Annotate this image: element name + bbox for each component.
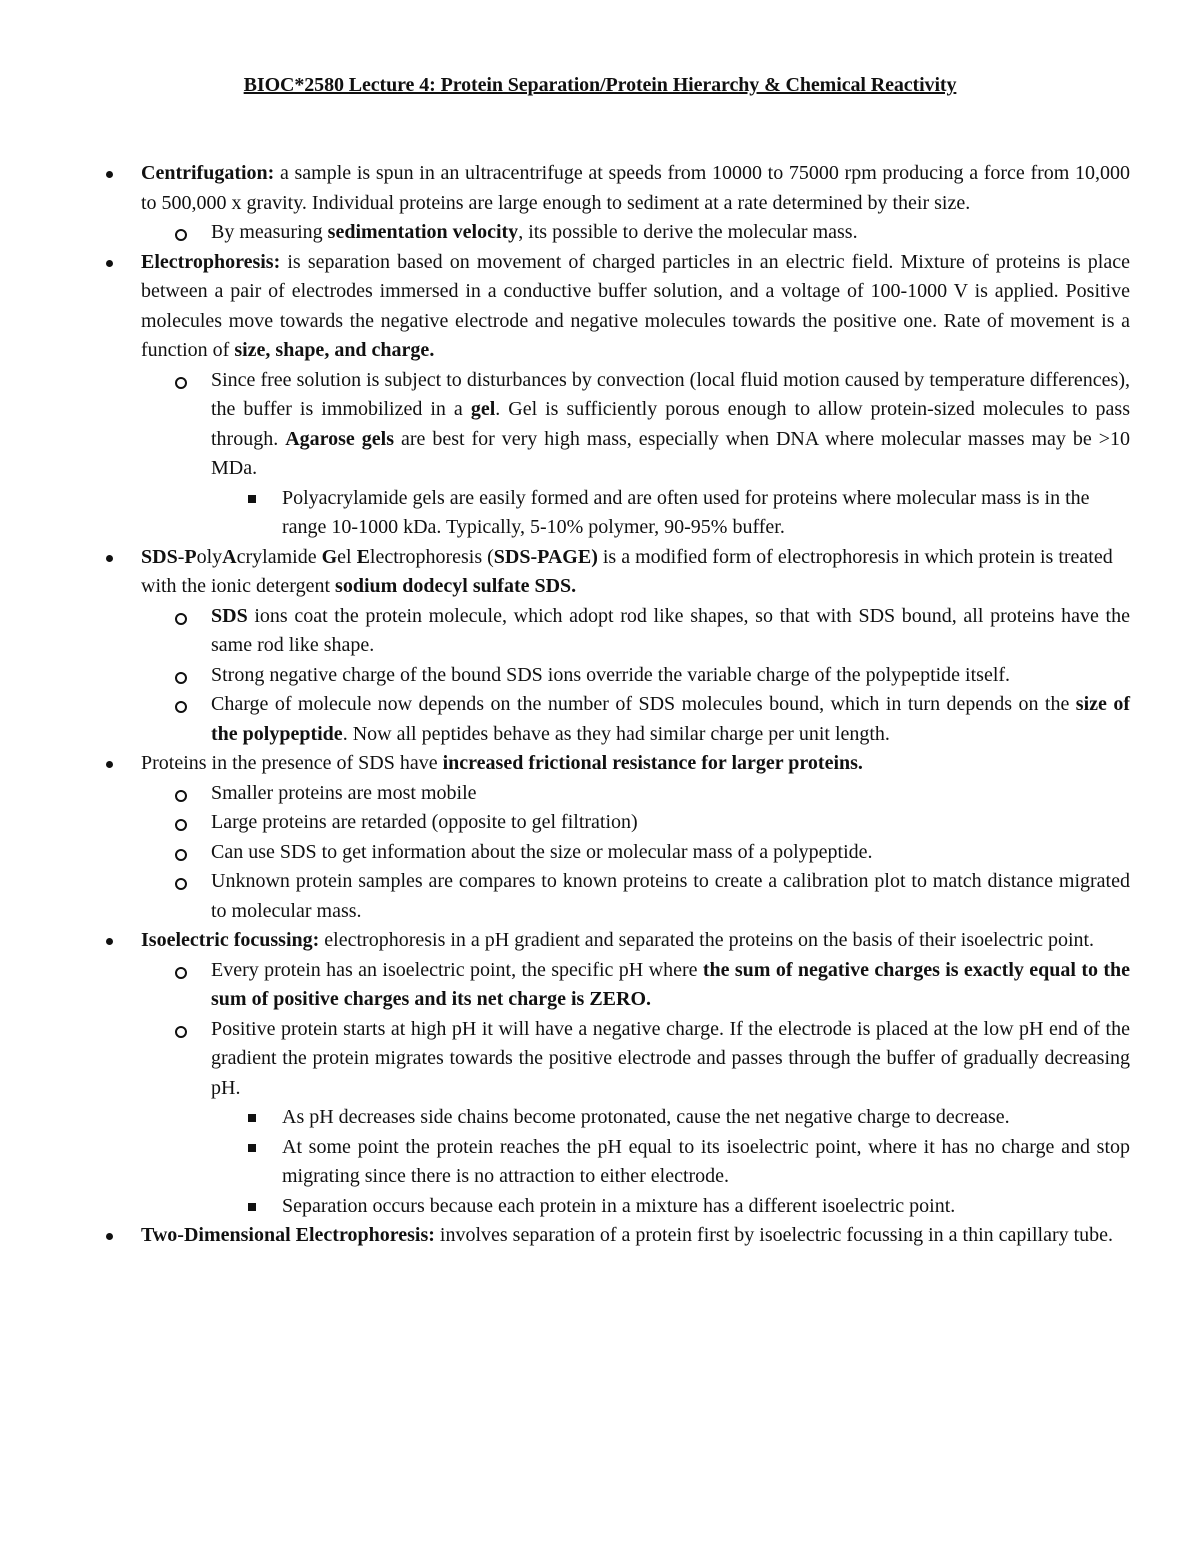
text-run: By measuring <box>211 221 328 243</box>
bold-text: sedimentation velocity <box>327 221 519 243</box>
text-run: involves separation of a protein first by isoelectric focussing in a thin capillary tube. <box>434 1224 1114 1246</box>
text-run: As pH decreases side chains become protonated, cause the net negative charge to decrease. <box>282 1106 1010 1128</box>
bullet-item-level-2 <box>211 808 1130 838</box>
hollow-circle-bullet-icon <box>175 229 187 241</box>
bold-text: E <box>356 545 370 568</box>
page-title: BIOC*2580 Lecture 4: Protein Separation/Protein Hierarchy & Chemical Reactivity <box>243 74 957 96</box>
text-run: - <box>177 545 185 568</box>
bold-text: SDS <box>141 545 178 568</box>
bullet-item-level-1 <box>141 926 1130 956</box>
bold-text: size, shape, and charge. <box>234 339 435 361</box>
bold-text: SDS-PAGE) <box>493 545 598 568</box>
hollow-circle-bullet-icon <box>175 849 187 861</box>
filled-circle-bullet-icon <box>106 938 113 945</box>
text-run: Proteins in the presence of SDS have <box>141 752 443 774</box>
bullet-item-level-2 <box>211 661 1130 691</box>
filled-circle-bullet-icon <box>106 260 113 267</box>
hollow-circle-bullet-icon <box>175 613 187 625</box>
bullet-item-level-2 <box>211 956 1130 1015</box>
bullet-item-level-2 <box>211 218 1130 248</box>
text-run: Polyacrylamide gels are easily formed and are often used for proteins where molecular mass is in the range 10-1000 kDa. Typically, 5-10% polymer, 90-95% buffer. <box>282 486 1090 538</box>
text-run: . Gel is sufficiently porous enough to allow protein-sized molecules to pass through. <box>211 398 1130 450</box>
text-run: is separation based on movement of charged particles in an electric field. Mixture of proteins is place between a pair of electrodes immersed in a conductive buffer solution, and a voltage of 100-1000 V is applied. Positive molecules move towards the negative electrode and negative molecules towards the positive one. Rate of movement is a function of <box>141 250 1130 361</box>
text-run: ions coat the protein molecule, which adopt rod like shapes, so that with SDS bound, all proteins have the same rod like shape. <box>211 604 1130 656</box>
bold-text: Centrifugation: <box>141 162 275 184</box>
text-run: Charge of molecule now depends on the number of SDS molecules bound, which in turn depends on the <box>211 693 1076 715</box>
square-bullet-icon <box>248 1114 256 1122</box>
text-run: are best for very high mass, especially when DNA where molecular masses may be >10 MDa. <box>211 427 1130 479</box>
bullet-item-level-1 <box>141 248 1130 366</box>
hollow-circle-bullet-icon <box>175 819 187 831</box>
hollow-circle-bullet-icon <box>175 377 187 389</box>
hollow-circle-bullet-icon <box>175 672 187 684</box>
bold-text: Electrophoresis: <box>141 250 281 273</box>
text-run: oly <box>196 545 223 568</box>
bullet-item-level-2 <box>211 1015 1130 1104</box>
hollow-circle-bullet-icon <box>175 967 187 979</box>
text-run: lectrophoresis ( <box>369 545 494 568</box>
hollow-circle-bullet-icon <box>175 701 187 713</box>
bold-text: size of the polypeptide <box>211 693 1130 745</box>
text-run: , its possible to derive the molecular mass. <box>518 221 858 243</box>
bullet-item-level-1 <box>141 1221 1130 1251</box>
text-run: Positive protein starts at high pH it will have a negative charge. If the electrode is placed at the low pH end of the gradient the protein migrates towards the positive electrode and passes through the buffer of gradually decreasing pH. <box>211 1017 1130 1099</box>
text-run: . Now all peptides behave as they had similar charge per unit length. <box>342 722 890 745</box>
bold-text: increased frictional resistance for larger proteins. <box>442 752 863 774</box>
bullet-item-level-3 <box>282 1103 1130 1133</box>
filled-circle-bullet-icon <box>106 761 113 768</box>
bullet-item-level-2 <box>211 867 1130 926</box>
bullet-item-level-2 <box>211 779 1130 809</box>
text-run: Since free solution is subject to disturbances by convection (local fluid motion caused by temperature differences), the buffer is immobilized in a <box>211 368 1130 420</box>
bullet-item-level-2 <box>211 690 1130 749</box>
bold-text: sodium dodecyl sulfate SDS. <box>335 575 577 597</box>
bold-text: Two-Dimensional Electrophoresis: <box>141 1224 435 1246</box>
hollow-circle-bullet-icon <box>175 790 187 802</box>
bullet-item-level-3 <box>282 1192 1130 1222</box>
bullet-item-level-3 <box>282 484 1130 543</box>
text-run: Unknown protein samples are compares to known proteins to create a calibration plot to match distance migrated to molecular mass. <box>211 870 1130 922</box>
hollow-circle-bullet-icon <box>175 1026 187 1038</box>
hollow-circle-bullet-icon <box>175 878 187 890</box>
text-run: Strong negative charge of the bound SDS ions override the variable charge of the polypeptide itself. <box>211 663 1011 686</box>
bold-text: A <box>222 545 237 568</box>
text-run: Smaller proteins are most mobile <box>211 781 477 804</box>
filled-circle-bullet-icon <box>106 555 113 562</box>
text-run: el <box>337 545 357 568</box>
bullet-item-level-1 <box>141 543 1130 602</box>
filled-circle-bullet-icon <box>106 1233 113 1240</box>
text-run: a sample is spun in an ultracentrifuge at speeds from 10000 to 75000 rpm producing a force from 10,000 to 500,000 x gravity. Individual proteins are large enough to sediment at a rate determined by their size. <box>141 162 1130 214</box>
bold-text: Agarose gels <box>285 427 394 450</box>
square-bullet-icon <box>248 495 256 503</box>
bold-text: the sum of negative charges is exactly equal to the sum of positive charges and its net charge is ZERO. <box>211 958 1131 1010</box>
square-bullet-icon <box>248 1144 256 1152</box>
filled-circle-bullet-icon <box>106 171 113 178</box>
square-bullet-icon <box>248 1203 256 1211</box>
notes-list <box>0 159 1200 1251</box>
bold-text: G <box>321 545 338 568</box>
bold-text: P <box>184 545 197 568</box>
text-run: At some point the protein reaches the pH equal to its isoelectric point, where it has no charge and stop migrating since there is no attraction to either electrode. <box>282 1135 1130 1187</box>
bold-text: Isoelectric focussing: <box>141 929 320 951</box>
bullet-item-level-1 <box>141 159 1130 218</box>
text-run: Can use SDS to get information about the size or molecular mass of a polypeptide. <box>211 840 873 863</box>
text-run: Large proteins are retarded (opposite to gel filtration) <box>211 811 638 833</box>
bold-text: gel <box>470 398 496 420</box>
text-run: crylamide <box>236 545 322 568</box>
text-run: is a modified form of electrophoresis in which protein is treated with the ionic detergent <box>141 545 1113 597</box>
text-run: Separation occurs because each protein in a mixture has a different isoelectric point. <box>282 1194 956 1217</box>
bullet-item-level-3 <box>282 1133 1130 1192</box>
bold-text: SDS <box>211 604 248 627</box>
bullet-item-level-2 <box>211 602 1130 661</box>
text-run: electrophoresis in a pH gradient and separated the proteins on the basis of their isoelectric point. <box>319 929 1095 951</box>
bullet-item-level-1 <box>141 749 1130 779</box>
bullet-item-level-2 <box>211 366 1130 484</box>
text-run: Every protein has an isoelectric point, the specific pH where <box>211 958 703 981</box>
bullet-item-level-2 <box>211 838 1130 868</box>
